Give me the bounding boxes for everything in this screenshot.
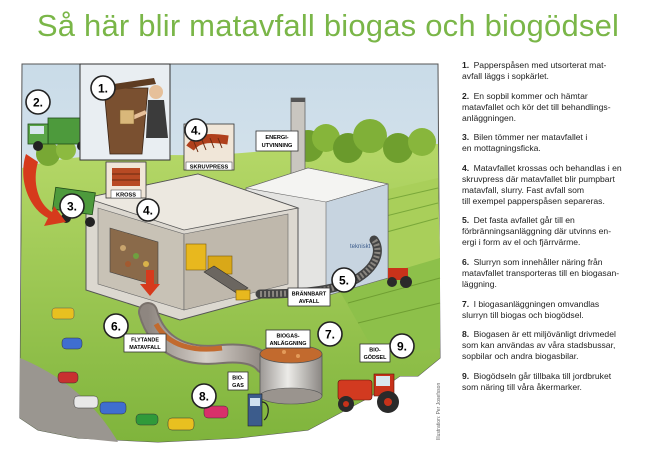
- marker-4a-text: 4.: [142, 203, 154, 218]
- biogas-process-illustration: [8, 58, 446, 446]
- step-8: [462, 329, 652, 362]
- burnable-label-line2: AVFALL: [298, 299, 320, 305]
- step-line: sopbilar och andra biogasbilar.: [462, 351, 579, 362]
- step-number: 6.: [462, 256, 470, 267]
- marker-6: [104, 314, 128, 338]
- crusher-inset: [106, 162, 146, 199]
- step-4: [462, 163, 652, 207]
- biofertilizer-label-line2: GÖDSEL: [363, 355, 387, 361]
- step-number: 7.: [462, 298, 470, 309]
- step-line: som näring till våra åkermarker.: [462, 381, 582, 392]
- step-1: [462, 60, 652, 82]
- step-line: Matavfallet krossas och behandlas i en: [473, 162, 622, 173]
- step-line: slurryn till biogas och biogödsel.: [462, 309, 584, 320]
- biogas-plant-label: [266, 330, 310, 348]
- step-line: anläggningen.: [462, 112, 517, 123]
- step-line: Biogasen är ett miljövänligt drivmedel: [473, 329, 616, 340]
- step-number: 4.: [462, 162, 470, 173]
- marker-9-text: 9.: [396, 339, 408, 354]
- step-line: avfall läggs i sopkärlet.: [462, 71, 549, 81]
- building-sign: tekniskt: [350, 244, 371, 250]
- step-line: läggning.: [462, 278, 497, 289]
- step-line: matavfallet och kör det till behandlings-: [462, 101, 611, 112]
- marker-9: [390, 334, 414, 358]
- marker-7-text: 7.: [324, 327, 336, 342]
- marker-4b-text: 4.: [190, 123, 202, 138]
- marker-4a: [137, 199, 159, 221]
- marker-2: [26, 90, 50, 114]
- step-line: som kan användas av våra stadsbussar,: [462, 340, 616, 351]
- step-line: Papperspåsen med utsorterat mat-: [473, 60, 607, 70]
- burnable-waste-label: [288, 288, 330, 306]
- step-7: [462, 299, 652, 321]
- step-line: Biogödseln går tillbaka till jordbruket: [473, 370, 612, 381]
- marker-1: [91, 76, 115, 100]
- biogas-tank: [260, 345, 322, 404]
- step-line: matavfall, slurry. Fast avfall som: [462, 184, 585, 195]
- marker-3-text: 3.: [66, 199, 78, 214]
- marker-4b: [185, 119, 207, 141]
- step-line: Slurryn som innehåller näring från: [473, 256, 603, 267]
- biogas-plant-label-line1: BIOGAS-: [276, 333, 300, 340]
- marker-3: [60, 194, 84, 218]
- biofertilizer-label-line1: BIO-: [369, 347, 381, 354]
- step-number: 9.: [462, 370, 470, 381]
- marker-2-text: 2.: [32, 95, 44, 110]
- step-6: [462, 257, 652, 290]
- marker-6-text: 6.: [110, 319, 122, 334]
- step-number: 1.: [462, 60, 470, 70]
- step-line: matavfallet transporteras till en biogasan-: [462, 267, 620, 278]
- step-line: en mottagningsficka.: [462, 143, 541, 154]
- energy-label-line2: UTVINNING: [261, 143, 293, 149]
- biogas-label-line1: BIO-: [232, 375, 244, 382]
- illustration-credit: Illustration: Per Josefsson: [436, 382, 442, 440]
- step-line: Bilen tömmer ner matavfallet i: [473, 132, 588, 143]
- step-number: 2.: [462, 90, 470, 101]
- energy-label: [256, 131, 298, 151]
- marker-5-text: 5.: [338, 273, 350, 288]
- biogas-label: [228, 372, 248, 390]
- step-line: Det fasta avfallet går till en: [473, 215, 575, 226]
- step-line: förbränningsanläggning där utvinns en-: [462, 226, 612, 237]
- step-line: ergi i form av el och fjärrvärme.: [462, 237, 581, 248]
- biofertilizer-label: [360, 344, 390, 362]
- step-line: skruvpress där matavfallet blir pumpbart: [462, 173, 615, 184]
- step-5: [462, 215, 652, 248]
- liquid-label-line1: FLYTANDE: [131, 337, 159, 344]
- step-line: I biogasanläggningen omvandlas: [473, 298, 600, 309]
- marker-7: [318, 322, 342, 346]
- marker-1-text: 1.: [97, 81, 109, 96]
- step-number: 8.: [462, 329, 470, 340]
- waste-bin-scene: [80, 64, 170, 160]
- marker-8: [192, 384, 216, 408]
- screw-press-label: SKRUVPRESS: [189, 164, 229, 171]
- step-9: [462, 371, 652, 393]
- crusher-label: KROSS: [116, 192, 136, 199]
- biogas-label-line2: GAS: [232, 383, 244, 389]
- liquid-label-line2: MATAVFALL: [129, 345, 161, 351]
- step-3: [462, 132, 652, 154]
- tractor: [338, 374, 399, 413]
- step-list: [462, 60, 652, 401]
- step-line: En sopbil kommer och hämtar: [473, 90, 588, 101]
- burnable-label-line1: BRÄNNBART: [291, 291, 327, 298]
- page-title: Så här blir matavfall biogas och biogödsel: [36, 8, 620, 43]
- biogas-plant-label-line2: ANLÄGGNING: [269, 341, 307, 347]
- marker-8-text: 8.: [198, 389, 210, 404]
- step-line: till exempel papperspåsen separeras.: [462, 195, 605, 206]
- energy-label-line1: ENERGI-: [265, 135, 289, 141]
- step-number: 5.: [462, 215, 470, 226]
- step-2: [462, 91, 652, 124]
- marker-5: [332, 268, 356, 292]
- liquid-waste-label: [124, 334, 166, 352]
- step-number: 3.: [462, 132, 470, 143]
